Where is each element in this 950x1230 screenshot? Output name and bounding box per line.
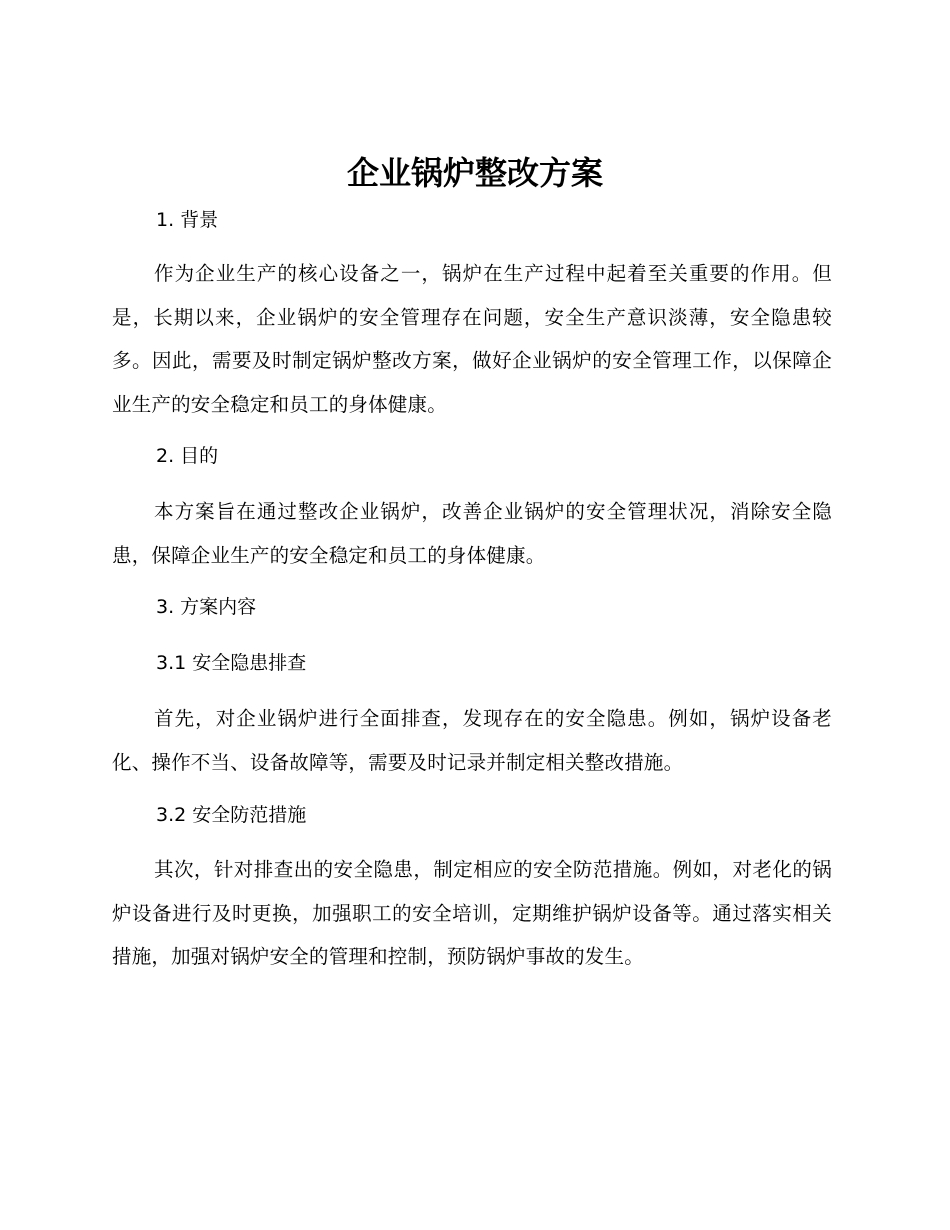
section-heading-safety-measures: 3.2 安全防范措施 xyxy=(156,804,307,826)
section-paragraph-purpose: 本方案旨在通过整改企业锅炉，改善企业锅炉的安全管理状况，消除安全隐患，保障企业生产的安全稳定和员工的身体健康。 xyxy=(112,500,832,567)
section-paragraph-background: 作为企业生产的核心设备之一，锅炉在生产过程中起着至关重要的作用。但是，长期以来，企业锅炉的安全管理存在问题，安全生产意识淡薄，安全隐患较多。因此，需要及时制定锅炉整改方案，做好企业锅炉的安全管理工作，以保障企业生产的安全稳定和员工的身体健康。 xyxy=(112,262,832,416)
document-title: 企业锅炉整改方案 xyxy=(346,154,603,192)
section-paragraph-hazard-inspection: 首先，对企业锅炉进行全面排查，发现存在的安全隐患。例如，锅炉设备老化、操作不当、设备故障等，需要及时记录并制定相关整改措施。 xyxy=(112,707,832,774)
section-heading-purpose: 2. 目的 xyxy=(156,445,219,467)
section-heading-plan-content: 3. 方案内容 xyxy=(156,596,257,618)
section-heading-hazard-inspection: 3.1 安全隐患排查 xyxy=(156,652,307,674)
section-heading-background: 1. 背景 xyxy=(156,209,219,231)
section-paragraph-safety-measures: 其次，针对排查出的安全隐患，制定相应的安全防范措施。例如，对老化的锅炉设备进行及时更换，加强职工的安全培训，定期维护锅炉设备等。通过落实相关措施，加强对锅炉安全的管理和控制，预防锅炉事故的发生。 xyxy=(112,858,832,968)
